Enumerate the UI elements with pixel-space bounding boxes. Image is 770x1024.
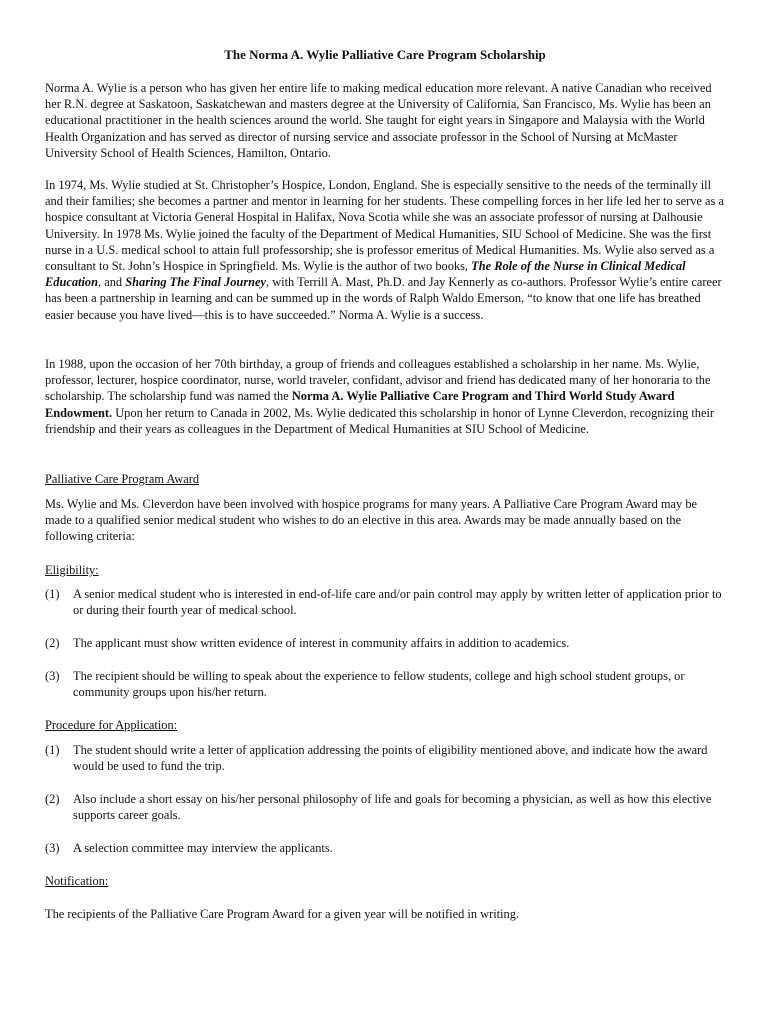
list-item	[45, 742, 729, 774]
list-item-text: The student should write a letter of application addressing the points of eligibility mentioned above, and indicate how the award would be used to fund the trip.	[73, 743, 708, 774]
list-item	[45, 586, 729, 618]
section-heading-eligibility: Eligibility:	[45, 563, 99, 577]
paragraph-text: , with Terrill A. Mast, Ph.D. and Jay Kennerly as co-authors. Professor Wylie’s entire career has been a partnership in learning and can be summed up in the words of Ralph Waldo Emerson, “to know that one life has breathed easier because you have lived—this is to have succeeded.” Norma A. Wylie is a success.	[45, 275, 722, 322]
list-item-number: (2)	[45, 792, 60, 806]
paragraph-notification: The recipients of the Palliative Care Program Award for a given year will be notified in writing.	[45, 907, 520, 921]
list-item-number: (1)	[45, 743, 60, 757]
section-heading-notification: Notification:	[45, 874, 109, 888]
paragraph-scholarship-origin	[45, 356, 725, 437]
list-item-number: (1)	[45, 587, 60, 601]
paragraph-text: In 1988, upon the occasion of her 70th birthday, a group of friends and colleagues established a scholarship in her name. Ms. Wylie, professor, lecturer, hospice coordinator, nurse, world traveler, confidant, advisor and friend has dedicated many of her honoraria to the scholarship. The scholarship fund was named the	[45, 357, 711, 404]
fund-name: Norma A. Wylie Palliative Care Program and Third World Study Award Endowment.	[45, 389, 675, 420]
document-title: The Norma A. Wylie Palliative Care Program Scholarship	[224, 47, 546, 62]
list-item-number: (2)	[45, 636, 60, 650]
list-item-text: The applicant must show written evidence of interest in community affairs in addition to academics.	[73, 636, 570, 650]
section-heading-award: Palliative Care Program Award	[45, 472, 200, 486]
book-title: Sharing The Final Journey	[125, 275, 267, 290]
list-item	[45, 668, 729, 700]
list-item-text: The recipient should be willing to speak about the experience to fellow students, college and high school student groups, or community groups upon his/her return.	[73, 669, 685, 700]
paragraph-biography: Norma A. Wylie is a person who has given her entire life to making medical education more relevant. A native Canadian who received her R.N. degree at Saskatoon, Saskatchewan and masters degree at the University of California, San Francisco, Ms. Wylie has been an educational practitioner in the health sciences around the world. She taught for eight years in Singapore and Malaysia with the World Health Organization and has served as director of nursing service and associate professor in the School of Nursing at McMaster University School of Health Sciences, Hamilton, Ontario.	[45, 81, 712, 160]
list-item-text: A senior medical student who is interested in end-of-life care and/or pain control may apply by written letter of application prior to or during their fourth year of medical school.	[73, 587, 722, 618]
paragraph-text: In 1974, Ms. Wylie studied at St. Christopher’s Hospice, London, England. She is especially sensitive to the needs of the terminally ill and their families; she becomes a partner and mentor in learning for her students. These compelling forces in her life led her to serve as a hospice consultant at Victoria General Hospital in Halifax, Nova Scotia while she was an associate professor of nursing at Dalhousie University. In 1978 Ms. Wylie joined the faculty of the Department of Medical Humanities, SIU School of Medicine. She was the first nurse in a U.S. medical school to attain full professorship; she is professor emeritus of Medical Humanities. Ms. Wylie also served as a consultant to St. John’s Hospice in Springfield. Ms. Wylie is the author of two books,	[45, 178, 724, 274]
paragraph-hospice-career	[45, 177, 725, 323]
paragraph-award-description: Ms. Wylie and Ms. Cleverdon have been involved with hospice programs for many years. A Palliative Care Program Award may be made to a qualified senior medical student who wishes to do an elective in this area. Awards may be made annually based on the following criteria:	[45, 497, 698, 544]
section-heading-procedure: Procedure for Application:	[45, 718, 178, 732]
list-item	[45, 840, 729, 856]
list-item-number: (3)	[45, 669, 60, 683]
list-item	[45, 791, 729, 823]
paragraph-text: Upon her return to Canada in 2002, Ms. Wylie dedicated this scholarship in honor of Lynne Cleverdon, recognizing their friendship and their years as colleagues in the Department of Medical Humanities at SIU School of Medicine.	[45, 405, 715, 436]
paragraph-text: , and	[98, 275, 126, 290]
list-item-text: Also include a short essay on his/her personal philosophy of life and goals for becoming a physician, as well as how this elective supports career goals.	[73, 792, 712, 823]
list-item-text: A selection committee may interview the applicants.	[73, 841, 333, 855]
list-item-number: (3)	[45, 841, 60, 855]
book-title: The Role of the Nurse in Clinical Medical Education	[45, 259, 686, 290]
list-item	[45, 635, 729, 651]
